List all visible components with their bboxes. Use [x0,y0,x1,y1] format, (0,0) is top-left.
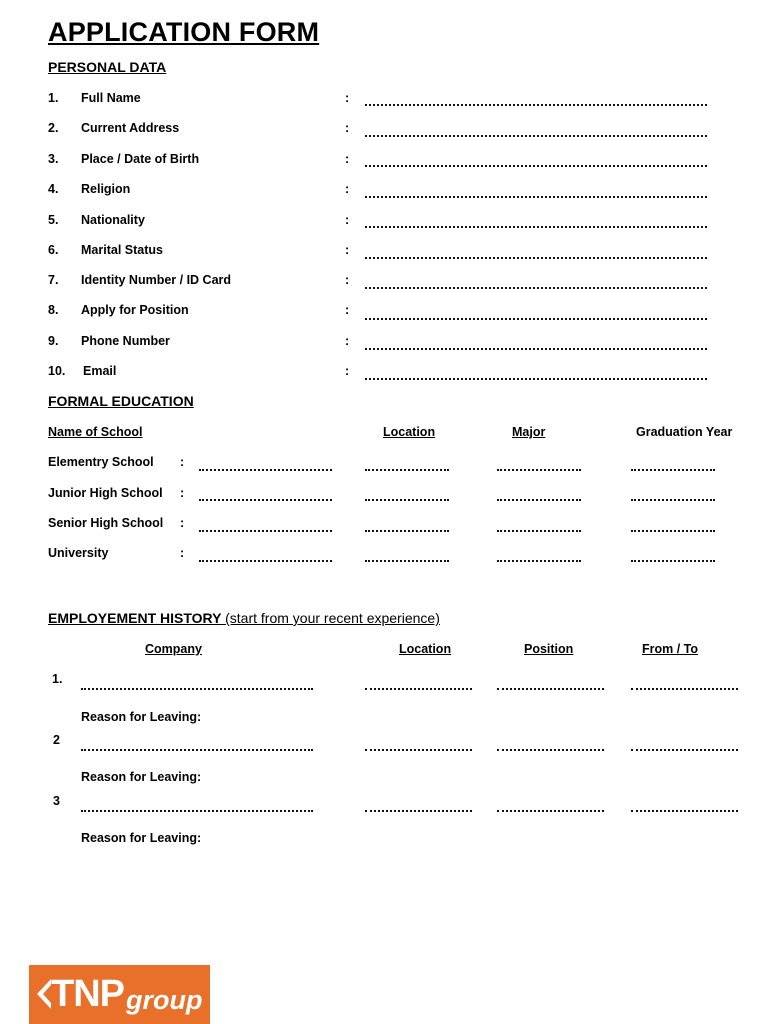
employment-heading-text: EMPLOYEMENT HISTORY [48,610,222,626]
column-header-major: Major [512,425,546,439]
school-location-field[interactable] [365,469,449,471]
school-name-field[interactable] [199,560,332,562]
row-number: 1. [52,672,63,686]
item-colon: : [345,182,350,196]
item-label: Apply for Position [81,303,189,317]
school-location-field[interactable] [365,499,449,501]
graduation-year-field[interactable] [631,499,715,501]
row-colon: : [180,455,185,469]
formal-education-heading: FORMAL EDUCATION [48,393,194,409]
school-level-label: University [48,546,109,560]
job-location-field[interactable] [365,810,472,812]
item-label: Place / Date of Birth [81,152,200,166]
job-location-field[interactable] [365,749,472,751]
item-colon: : [345,152,350,166]
item-label: Full Name [81,91,141,105]
row-colon: : [180,546,185,560]
reason-for-leaving-label: Reason for Leaving: [81,831,202,845]
item-number: 3. [48,152,59,166]
column-header-name-of-school: Name of School [48,425,143,439]
item-colon: : [345,273,350,287]
item-label: Identity Number / ID Card [81,273,232,287]
graduation-year-field[interactable] [631,469,715,471]
item-number: 4. [48,182,59,196]
item-colon: : [345,303,350,317]
item-number: 9. [48,334,59,348]
item-label: Religion [81,182,131,196]
item-label: Marital Status [81,243,163,257]
reason-for-leaving-label: Reason for Leaving: [81,770,202,784]
company-field[interactable] [81,688,313,690]
item-colon: : [345,243,350,257]
item-label: Current Address [81,121,180,135]
employment-history-heading [48,610,440,626]
identity-number-field[interactable] [365,287,707,289]
from-to-field[interactable] [631,688,738,690]
birth-field[interactable] [365,165,707,167]
column-header-location: Location [383,425,436,439]
school-major-field[interactable] [497,469,581,471]
school-name-field[interactable] [199,499,332,501]
current-address-field[interactable] [365,135,707,137]
column-header-company: Company [145,642,202,656]
item-number: 2. [48,121,59,135]
item-colon: : [345,334,350,348]
graduation-year-field[interactable] [631,560,715,562]
from-to-field[interactable] [631,810,738,812]
marital-status-field[interactable] [365,257,707,259]
school-major-field[interactable] [497,530,581,532]
job-location-field[interactable] [365,688,472,690]
column-header-position: Position [524,642,574,656]
religion-field[interactable] [365,196,707,198]
item-number: 1. [48,91,59,105]
school-name-field[interactable] [199,530,332,532]
item-colon: : [345,121,350,135]
from-to-field[interactable] [631,749,738,751]
job-position-field[interactable] [497,749,604,751]
school-level-label: Junior High School [48,486,163,500]
row-colon: : [180,486,185,500]
apply-position-field[interactable] [365,318,707,320]
graduation-year-field[interactable] [631,530,715,532]
school-level-label: Elementry School [48,455,154,469]
item-number: 5. [48,213,59,227]
school-major-field[interactable] [497,560,581,562]
logo-suffix: group [126,985,203,1015]
item-number: 8. [48,303,59,317]
row-number: 3 [53,794,60,808]
full-name-field[interactable] [365,104,707,106]
item-number: 6. [48,243,59,257]
item-number: 10. [48,364,66,378]
school-location-field[interactable] [365,530,449,532]
item-label: Phone Number [81,334,170,348]
school-name-field[interactable] [199,469,332,471]
item-number: 7. [48,273,59,287]
item-colon: : [345,364,350,378]
item-colon: : [345,213,350,227]
employment-subheading: (start from your recent experience) [225,610,440,626]
phone-number-field[interactable] [365,348,707,350]
school-major-field[interactable] [497,499,581,501]
school-location-field[interactable] [365,560,449,562]
reason-for-leaving-label: Reason for Leaving: [81,710,202,724]
logo-brand: TNP [51,973,124,1015]
job-position-field[interactable] [497,810,604,812]
company-field[interactable] [81,749,313,751]
column-header-graduation-year: Graduation Year [636,425,733,439]
column-header-location: Location [399,642,452,656]
tnp-group-logo [29,965,210,1024]
column-header-from-to: From / To [642,642,699,656]
item-colon: : [345,91,350,105]
row-number: 2 [53,733,60,747]
personal-data-heading: PERSONAL DATA [48,59,167,75]
school-level-label: Senior High School [48,516,164,530]
row-colon: : [180,516,185,530]
job-position-field[interactable] [497,688,604,690]
nationality-field[interactable] [365,226,707,228]
email-field[interactable] [365,378,707,380]
item-label: Nationality [81,213,145,227]
company-field[interactable] [81,810,313,812]
form-title: APPLICATION FORM [48,17,320,47]
item-label: Email [83,364,117,378]
